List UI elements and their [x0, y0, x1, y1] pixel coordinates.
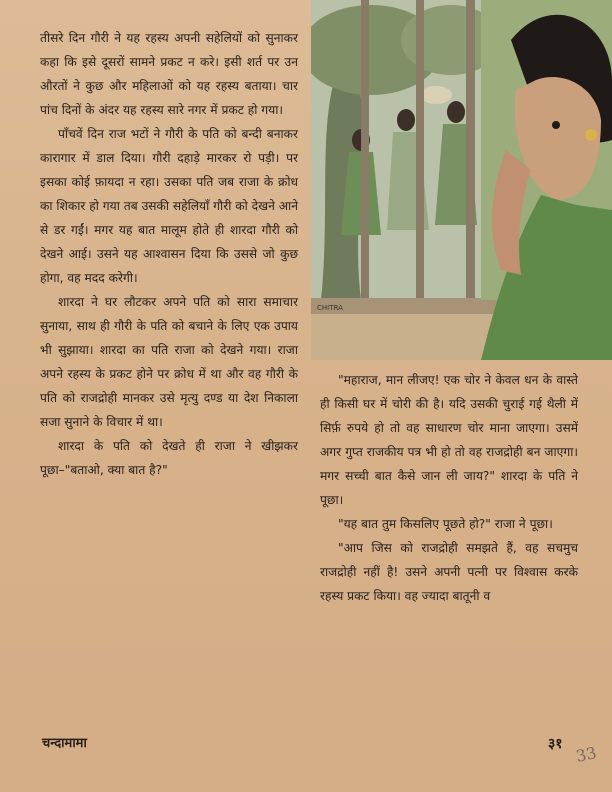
illustration-drawing — [311, 0, 612, 360]
page-number: ३१ — [548, 736, 563, 752]
woman-earring — [585, 129, 597, 141]
left-text-column — [40, 26, 298, 482]
handwritten-note: 33 — [574, 743, 599, 766]
paragraph: शारदा ने घर लौटकर अपने पति को सारा समाचार सुनाया, साथ ही गौरी के पति को बचाने के लिए एक उपाय भी सुझाया। शारदा का पति राजा को देखने गया। राजा अपने रहस्य के प्रकट होने पर क्रोध में था और वह गौरी के पति को राजद्रोही मानकर उसे मृत्यु दण्ड या देश निकाला सजा सुनाने के विचार में था। — [40, 295, 298, 429]
story-illustration — [311, 0, 612, 360]
artist-signature: CHITRA — [317, 304, 343, 312]
paragraph: पाँचवें दिन राज भटों ने गौरी के पति को बन्दी बनाकर कारागार में डाल दिया। गौरी दहाड़े मारकर रो पड़ी। पर इसका कोई फ़ायदा न रहा। उसका पति जब राजा के क्रोध का शिकार हो गया तब उसकी सहेलियाँ गौरी को देखने आने से डर गईं। मगर यह बात मालूम होते ही शारदा गौरी को देखने आई। उसने यह आश्वासन दिया कि उससे जो कुछ होगा, वह मदद करेगी। — [40, 127, 298, 285]
magazine-title: चन्दामामा — [42, 736, 87, 751]
paragraph: शारदा के पति को देखते ही राजा ने खीझकर पूछा–"बताओ, क्या बात है?" — [40, 439, 298, 477]
paragraph: "यह बात तुम किसलिए पूछते हो?" राजा ने पूछा। — [338, 517, 553, 531]
woman-eye — [552, 121, 560, 129]
right-text-column — [320, 368, 578, 608]
paragraph: "महाराज, मान लीजए! एक चोर ने केवल धन के वास्ते ही किसी घर में चोरी की है। यदि उसकी चुराई गई थैली में सिर्फ़ रुपये हो तो वह साधारण चोर माना जाएगा। उसमें अगर गुप्त राजकीय पत्र भी हो तो वह राजद्रोही बन जाएगा। मगर सच्ची बात कैसे जान ली जाय?" शारदा के पति ने पूछा। — [320, 373, 578, 507]
paragraph: "आप जिस को राजद्रोही समझते हैं, वह सचमुच राजद्रोही नहीं है! उसने अपनी पत्नी पर विश्वास करके रहस्य प्रकट किया। वह ज्यादा बातूनी व — [320, 541, 578, 603]
paragraph: तीसरे दिन गौरी ने यह रहस्य अपनी सहेलियों को सुनाकर कहा कि इसे दूसरों सामने प्रकट न करे। इसी शर्त पर उन औरतों ने कुछ और महिलाओं को यह रहस्य बताया। चार पांच दिनों के अंदर यह रहस्य सारे नगर में प्रकट हो गया। — [40, 31, 298, 117]
